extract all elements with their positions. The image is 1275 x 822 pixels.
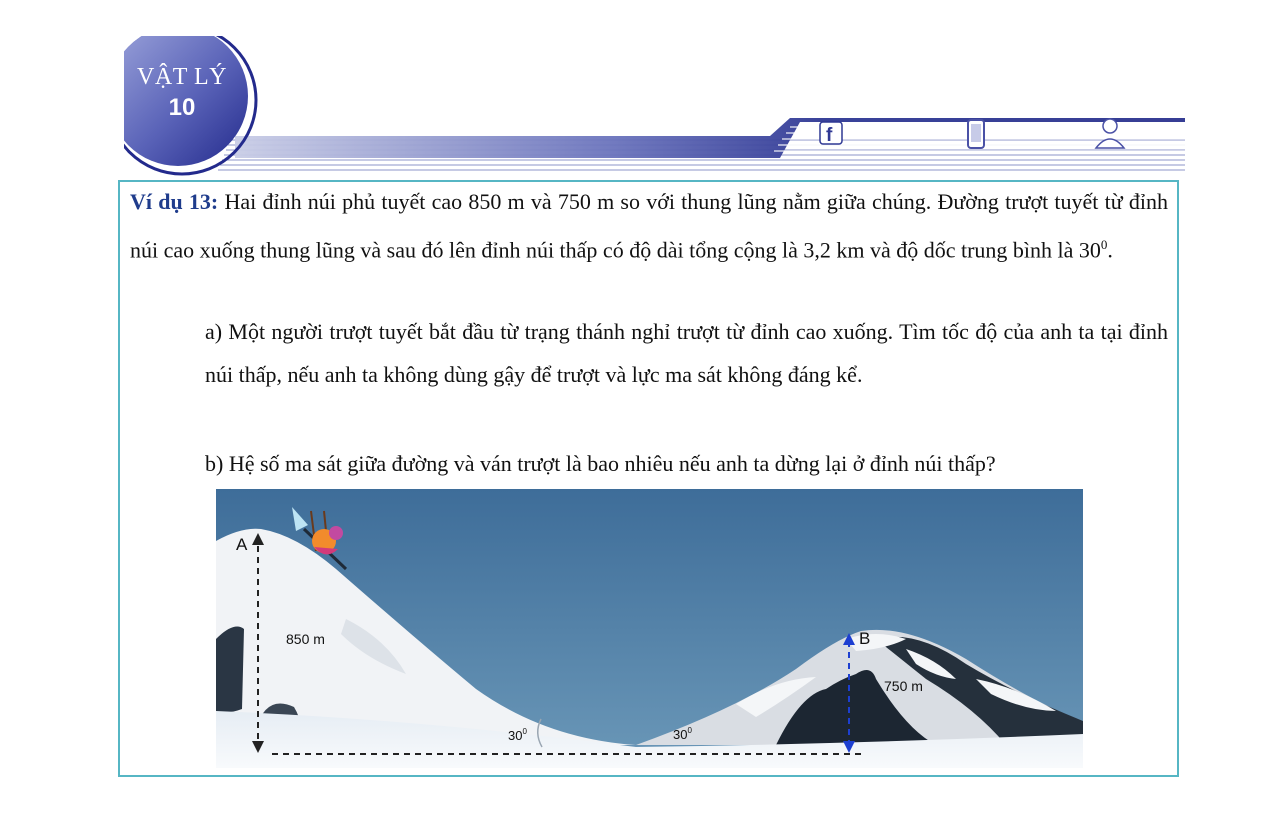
- grade-number: 10: [168, 94, 196, 121]
- exercise-part-b: b) Hệ số ma sát giữa đường và ván trượt là bao nhiêu nếu anh ta dừng lại ở đỉnh núi thấp?: [205, 451, 996, 476]
- subject-badge: [128, 62, 236, 124]
- header-bar: [235, 118, 1185, 158]
- angle-right-value: 30: [673, 727, 688, 742]
- angle-left-sup: 0: [522, 727, 527, 736]
- mountain-figure: [216, 489, 1083, 768]
- subject-title: VẬT LÝ: [137, 64, 227, 90]
- height-a-label: 850 m: [286, 631, 325, 647]
- facebook-icon: [820, 122, 842, 146]
- degree-sup: 0: [1100, 237, 1108, 252]
- svg-text:f: f: [826, 125, 833, 146]
- angle-right-sup: 0: [687, 726, 692, 735]
- phone-icon: [968, 120, 984, 148]
- exercise-label: Ví dụ 13:: [130, 189, 219, 214]
- point-b-label: B: [859, 629, 871, 648]
- exercise-part-a: a) Một người trượt tuyết bắt đầu từ trạng thánh nghỉ trượt từ đỉnh cao xuống. Tìm tốc độ của anh ta tại đỉnh núi thấp, nếu anh ta không dùng gậy để trượt và lực ma sát không đáng kể.: [205, 319, 1168, 387]
- angle-left-value: 30: [508, 728, 523, 743]
- exercise-intro: [130, 180, 1168, 271]
- exercise-intro-text: Hai đỉnh núi phủ tuyết cao 850 m và 750 m so với thung lũng nằm giữa chúng. Đường trượt tuyết từ đỉnh núi cao xuống thung lũng và sau đó lên đỉnh núi thấp có độ dài tổng cộng là 3,2 km và độ dốc trung bình là 30: [130, 189, 1169, 263]
- point-a-label: A: [236, 535, 248, 554]
- intro-end: .: [1107, 237, 1113, 263]
- height-b-label: 750 m: [884, 678, 923, 694]
